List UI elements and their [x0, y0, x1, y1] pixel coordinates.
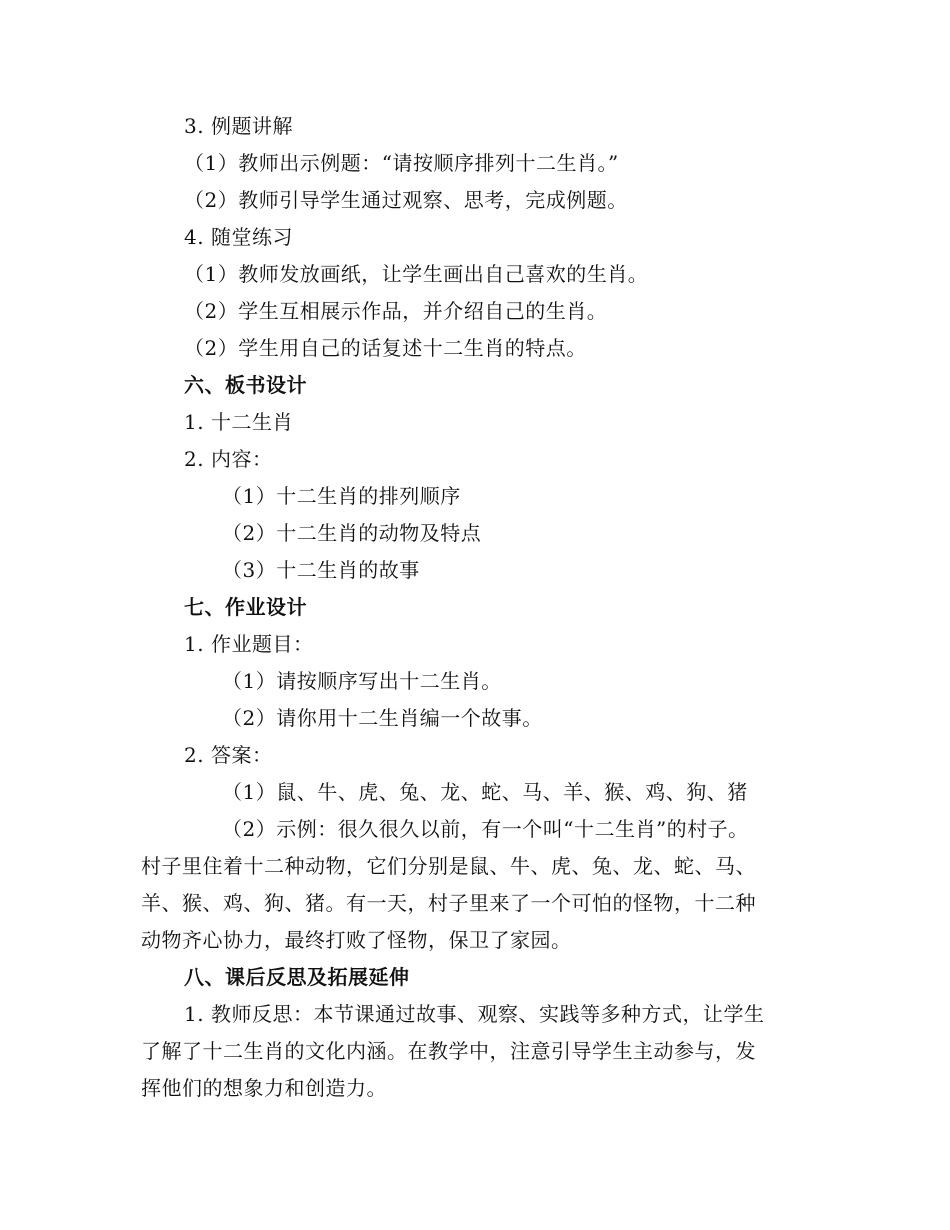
paragraph-line: （1）教师发放画纸，让学生画出自己喜欢的生肖。 — [184, 262, 649, 286]
sub-list-item: （2）十二生肖的动物及特点 — [222, 521, 482, 545]
list-item: 2. 内容： — [184, 447, 273, 471]
list-item: 1. 作业题目： — [184, 632, 314, 656]
sub-list-item: （1）十二生肖的排列顺序 — [222, 484, 461, 508]
paragraph-line: 村子里住着十二种动物，它们分别是鼠、牛、虎、兔、龙、蛇、马、 — [141, 854, 756, 878]
paragraph-line: （2）教师引导学生通过观察、思考，完成例题。 — [184, 188, 628, 212]
paragraph-line: 1. 教师反思：本节课通过故事、观察、实践等多种方式，让学生 — [184, 1002, 765, 1026]
paragraph-line: （2）学生用自己的话复述十二生肖的特点。 — [184, 336, 587, 360]
section-heading-reflection: 八、课后反思及拓展延伸 — [184, 965, 410, 989]
paragraph-line: 动物齐心协力，最终打败了怪物，保卫了家园。 — [141, 928, 572, 952]
sub-list-item: （2）请你用十二生肖编一个故事。 — [222, 706, 543, 730]
paragraph-line: 挥他们的想象力和创造力。 — [141, 1076, 387, 1100]
paragraph-line: 了解了十二生肖的文化内涵。在教学中，注意引导学生主动参与，发 — [141, 1039, 756, 1063]
sub-list-item: （2）示例：很久很久以前，有一个叫“十二生肖”的村子。 — [222, 817, 749, 841]
section-item-4-practice: 4. 随堂练习 — [184, 225, 293, 249]
list-item: 1. 十二生肖 — [184, 410, 293, 434]
section-heading-board-design: 六、板书设计 — [184, 373, 307, 397]
list-item: 2. 答案： — [184, 743, 273, 767]
section-heading-homework-design: 七、作业设计 — [184, 595, 307, 619]
paragraph-line: 羊、猴、鸡、狗、猪。有一天，村子里来了一个可怕的怪物，十二种 — [141, 891, 756, 915]
paragraph-line: （2）学生互相展示作品，并介绍自己的生肖。 — [184, 299, 608, 323]
sub-list-item: （3）十二生肖的故事 — [222, 558, 420, 582]
sub-list-item: （1）鼠、牛、虎、兔、龙、蛇、马、羊、猴、鸡、狗、猪 — [222, 780, 748, 804]
section-item-3-example: 3. 例题讲解 — [184, 114, 293, 138]
sub-list-item: （1）请按顺序写出十二生肖。 — [222, 669, 502, 693]
paragraph-line: （1）教师出示例题：“请按顺序排列十二生肖。” — [184, 151, 619, 175]
